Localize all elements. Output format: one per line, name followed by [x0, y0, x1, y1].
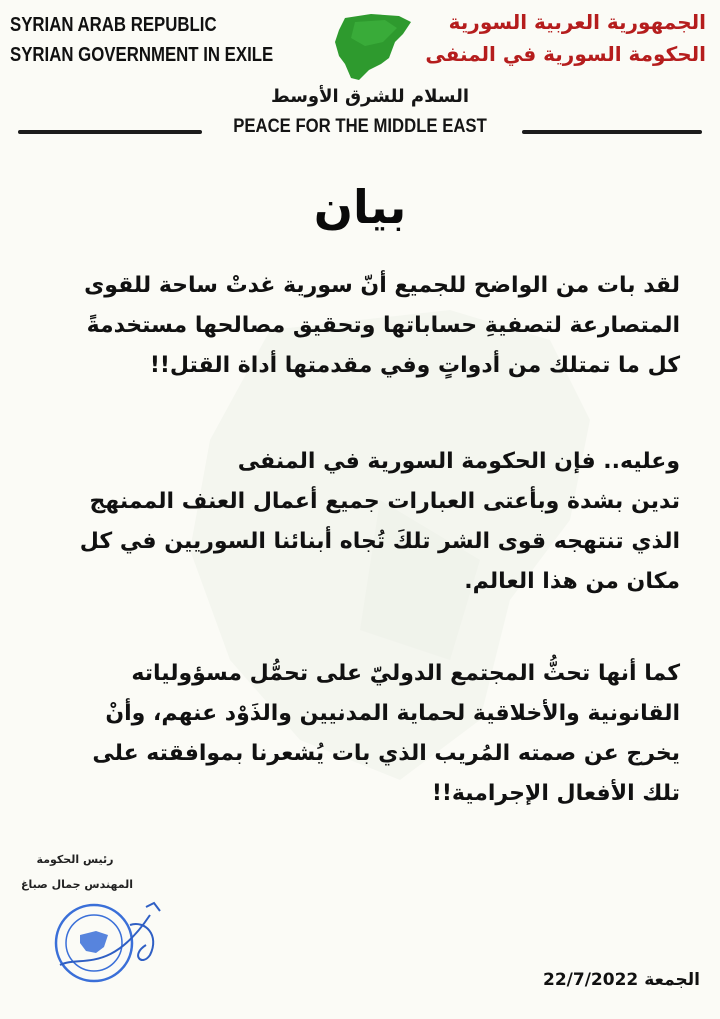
header-divider-left — [18, 130, 202, 134]
signatory-title: رئيس الحكومة — [36, 853, 114, 866]
header-english — [10, 10, 273, 70]
slogan-arabic: السلام للشرق الأوسط — [270, 86, 470, 107]
paragraph-line: كل ما تمتلك من أدواتٍ وفي مقدمتها أداة القتل!! — [149, 353, 680, 378]
paragraph-line: القانونية والأخلاقية لحماية المدنيين والذَوْد عنهم، وأنْ — [105, 701, 680, 726]
paragraph-2 — [52, 442, 680, 602]
paragraph-3 — [52, 654, 680, 814]
paragraph-line: كما أنها تحثُّ المجتمع الدوليّ على تحمُّل مسؤولياته — [131, 661, 680, 686]
statement-title: بيان — [313, 180, 407, 234]
paragraph-line: وعليه.. فإن الحكومة السورية في المنفى — [237, 449, 680, 474]
slogan-english: PEACE FOR THE MIDDLE EAST — [233, 116, 487, 137]
paragraph-line: لقد بات من الواضح للجميع أنّ سورية غدتْ ساحة للقوى — [84, 273, 680, 298]
government-name-ar: الحكومة السورية في المنفى — [425, 42, 706, 66]
country-name-en: SYRIAN ARAB REPUBLIC — [10, 14, 217, 36]
signatory-name: المهندس جمال صباغ — [21, 878, 133, 891]
header-divider-right — [522, 130, 702, 134]
paragraph-line: المتصارعة لتصفيةِ حساباتها وتحقيق مصالحها مستخدمةً — [86, 313, 680, 338]
paragraph-line: مكان من هذا العالم. — [464, 569, 680, 594]
header-arabic — [406, 6, 706, 70]
paragraph-line: يخرج عن صمته المُريب الذي بات يُشعرنا بموافقته على — [92, 741, 680, 766]
country-name-ar: الجمهورية العربية السورية — [448, 10, 706, 34]
government-stamp — [50, 895, 170, 995]
syria-map-icon — [325, 12, 415, 84]
date-day: الجمعة — [644, 970, 700, 990]
paragraph-line: الذي تنتهجه قوى الشر تلكَ تُجاه أبنائنا السوريين في كل — [79, 529, 680, 554]
statement-date — [500, 970, 700, 990]
paragraph-line: تدين بشدة وبأعتى العبارات جميع أعمال العنف الممنهج — [89, 489, 680, 514]
paragraph-1 — [52, 266, 680, 386]
date-value: 22/7/2022 — [543, 970, 639, 990]
paragraph-line: تلك الأفعال الإجرامية!! — [431, 781, 680, 806]
government-name-en: SYRIAN GOVERNMENT IN EXILE — [10, 44, 274, 66]
